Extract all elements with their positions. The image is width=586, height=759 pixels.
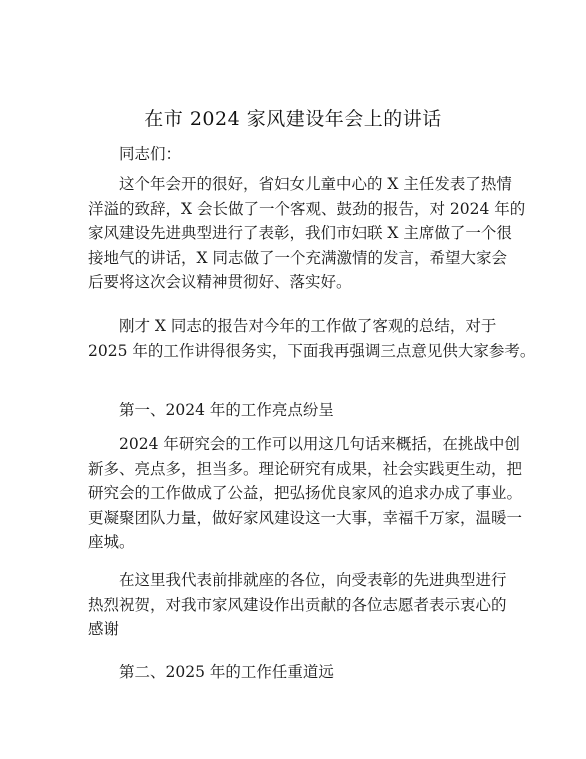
paragraph-line: 2025 年的工作讲得很务实，下面我再强调三点意见供大家参考。 [88,341,536,360]
paragraph-transition [88,314,536,363]
paragraph-line: 座城。 [88,533,135,551]
paragraph-line: 洋溢的致辞，X 会长做了一个客观、鼓劲的报告，对 2024 年的 [88,199,526,218]
paragraph-line: 家风建设先进典型进行了表彰，我们市妇联 X 主席做了一个很 [88,224,512,242]
paragraph-line: 感谢 [88,620,120,638]
section-heading-line: 第一、2024 年的工作亮点纷呈 [119,401,334,419]
section-heading-line: 第二、2025 年的工作任重道远 [119,663,334,681]
section-heading-1 [88,398,508,423]
salutation [88,142,508,167]
paragraph-line: 在这里我代表前排就座的各位，向受表彰的先进典型进行 [119,571,507,589]
paragraph-line: 2024 年研究会的工作可以用这几句话来概括，在挑战中创 [119,435,520,453]
paragraph-line: 新多、亮点多，担当多。理论研究有成果，社会实践更生动，把 [88,459,523,478]
document-title: 在市 2024 家风建设年会上的讲话 [144,108,442,130]
paragraph-line: 更凝聚团队力量，做好家风建设这一大事，幸福千万家，温暖一 [88,508,523,527]
paragraph-line: 研究会的工作做成了公益，把弘扬优良家风的追求办成了事业。 [88,484,523,502]
paragraph-line: 后要将这次会议精神贯彻好、落实好。 [88,273,352,291]
paragraph-line: 热烈祝贺，对我市家风建设作出贡献的各位志愿者表示衷心的 [88,595,507,614]
paragraph-line: 接地气的讲话，X 同志做了一个充满激情的发言，希望大家会 [88,248,507,267]
section-heading-2 [88,660,508,685]
paragraph-opening [88,172,526,295]
paragraph-line: 这个年会开的很好，省妇女儿童中心的 X 主任发表了热情 [119,175,512,193]
paragraph-thanks [88,568,508,642]
salutation-line: 同志们： [119,145,182,163]
paragraph-line: 刚才 X 同志的报告对今年的工作做了客观的总结，对于 [119,317,497,335]
paragraph-highlights [88,432,523,555]
